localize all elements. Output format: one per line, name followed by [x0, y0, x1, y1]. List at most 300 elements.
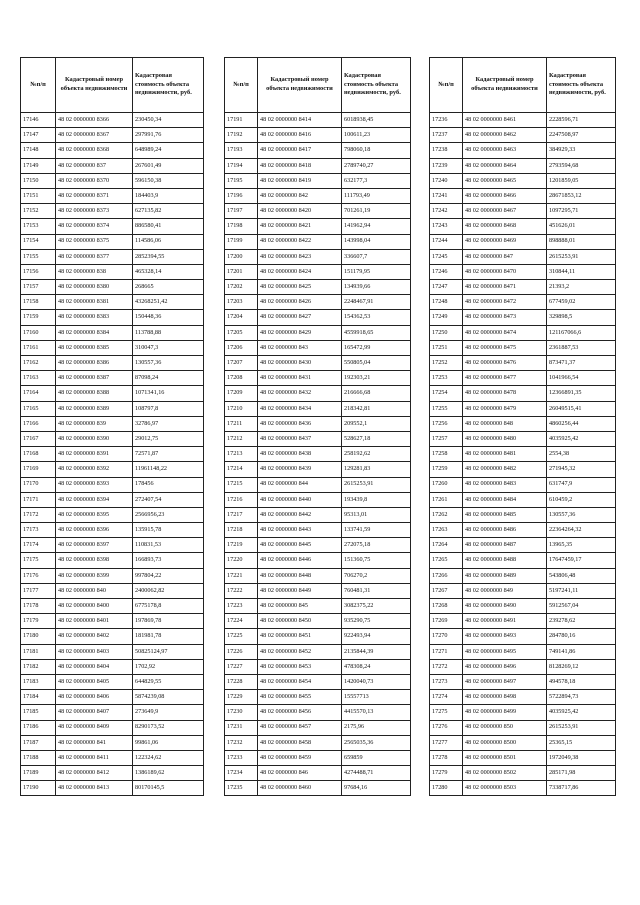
cell-number: 17224 [225, 614, 258, 629]
cell-cadastral-value: 130557,36 [547, 507, 616, 522]
cell-cadastral-number: 48 02 0000000 8438 [258, 447, 342, 462]
cell-cadastral-number: 48 02 0000000 844 [258, 477, 342, 492]
cell-cadastral-value: 336607,7 [342, 249, 411, 264]
cell-cadastral-value: 99861,06 [133, 735, 204, 750]
table-row [430, 188, 616, 203]
cell-cadastral-number: 48 02 0000000 8404 [56, 659, 133, 674]
cell-number: 17198 [225, 219, 258, 234]
cell-number: 17173 [21, 523, 56, 538]
cell-number: 17270 [430, 629, 463, 644]
cell-cadastral-number: 48 02 0000000 8439 [258, 462, 342, 477]
cell-cadastral-number: 48 02 0000000 8367 [56, 128, 133, 143]
cell-number: 17217 [225, 507, 258, 522]
table-row [21, 143, 204, 158]
cell-cadastral-value: 749141,86 [547, 644, 616, 659]
cell-cadastral-value: 4274488,71 [342, 766, 411, 781]
cell-cadastral-value: 1201859,05 [547, 173, 616, 188]
cell-cadastral-number: 48 02 0000000 840 [56, 583, 133, 598]
cell-number: 17227 [225, 659, 258, 674]
cell-cadastral-number: 48 02 0000000 8413 [56, 781, 133, 796]
cell-cadastral-value: 2615253,91 [547, 720, 616, 735]
cell-number: 17262 [430, 507, 463, 522]
cell-number: 17214 [225, 462, 258, 477]
cell-number: 17266 [430, 568, 463, 583]
cell-cadastral-value: 886580,41 [133, 219, 204, 234]
cell-cadastral-number: 48 02 0000000 8436 [258, 416, 342, 431]
cell-number: 17239 [430, 158, 463, 173]
cell-cadastral-value: 15557713 [342, 690, 411, 705]
cell-cadastral-number: 48 02 0000000 8385 [56, 340, 133, 355]
cell-cadastral-number: 48 02 0000000 8398 [56, 553, 133, 568]
cell-cadastral-number: 48 02 0000000 8478 [463, 386, 547, 401]
cell-number: 17260 [430, 477, 463, 492]
cell-cadastral-value: 154362,53 [342, 310, 411, 325]
table-row [430, 750, 616, 765]
cell-cadastral-value: 72571,87 [133, 447, 204, 462]
header-cadastral-number: Кадастровый номер объекта недвижимости [56, 58, 133, 113]
cell-cadastral-number: 48 02 0000000 8425 [258, 280, 342, 295]
table-row [430, 659, 616, 674]
table-row [21, 234, 204, 249]
cell-cadastral-number: 48 02 0000000 8462 [463, 128, 547, 143]
cell-number: 17265 [430, 553, 463, 568]
cell-cadastral-number: 48 02 0000000 845 [258, 599, 342, 614]
cell-cadastral-number: 48 02 0000000 8375 [56, 234, 133, 249]
cell-cadastral-value: 451626,01 [547, 219, 616, 234]
cell-number: 17154 [21, 234, 56, 249]
table-row [21, 629, 204, 644]
table-row [225, 507, 411, 522]
cell-cadastral-number: 48 02 0000000 8503 [463, 781, 547, 796]
table-row [225, 128, 411, 143]
cell-cadastral-value: 17647459,17 [547, 553, 616, 568]
cell-cadastral-number: 48 02 0000000 8431 [258, 371, 342, 386]
cell-cadastral-number: 48 02 0000000 838 [56, 264, 133, 279]
table-row [225, 614, 411, 629]
table-row [21, 295, 204, 310]
table-row [225, 477, 411, 492]
table-row [21, 340, 204, 355]
cell-cadastral-number: 48 02 0000000 8475 [463, 340, 547, 355]
table-row [430, 462, 616, 477]
cell-cadastral-value: 6018938,45 [342, 113, 411, 128]
table-row [225, 705, 411, 720]
cell-cadastral-number: 48 02 0000000 8498 [463, 690, 547, 705]
cell-cadastral-value: 610459,2 [547, 492, 616, 507]
table-row [225, 340, 411, 355]
table-row [225, 750, 411, 765]
cell-number: 17161 [21, 340, 56, 355]
cell-cadastral-value: 230450,34 [133, 113, 204, 128]
cell-number: 17210 [225, 401, 258, 416]
cell-cadastral-value: 478308,24 [342, 659, 411, 674]
table-row [430, 356, 616, 371]
cell-cadastral-value: 272075,18 [342, 538, 411, 553]
cell-number: 17179 [21, 614, 56, 629]
cell-cadastral-number: 48 02 0000000 8418 [258, 158, 342, 173]
cell-number: 17234 [225, 766, 258, 781]
cell-cadastral-value: 285171,98 [547, 766, 616, 781]
cell-cadastral-number: 48 02 0000000 8479 [463, 401, 547, 416]
cell-cadastral-value: 100611,23 [342, 128, 411, 143]
table-row [225, 219, 411, 234]
cell-cadastral-number: 48 02 0000000 8390 [56, 431, 133, 446]
cell-cadastral-value: 677459,02 [547, 295, 616, 310]
cell-number: 17187 [21, 735, 56, 750]
cell-number: 17271 [430, 644, 463, 659]
cell-cadastral-value: 465328,14 [133, 264, 204, 279]
cell-cadastral-value: 32786,97 [133, 416, 204, 431]
cell-cadastral-value: 596150,38 [133, 173, 204, 188]
cell-number: 17205 [225, 325, 258, 340]
cell-cadastral-value: 8290173,52 [133, 720, 204, 735]
cell-cadastral-value: 4415570,13 [342, 705, 411, 720]
cell-cadastral-number: 48 02 0000000 8401 [56, 614, 133, 629]
table-row [225, 401, 411, 416]
cell-cadastral-number: 48 02 0000000 8488 [463, 553, 547, 568]
table-row [225, 431, 411, 446]
cell-number: 17162 [21, 356, 56, 371]
cell-number: 17194 [225, 158, 258, 173]
cell-number: 17229 [225, 690, 258, 705]
cell-number: 17148 [21, 143, 56, 158]
cell-number: 17253 [430, 371, 463, 386]
cell-cadastral-number: 48 02 0000000 8481 [463, 447, 547, 462]
cell-cadastral-value: 141962,94 [342, 219, 411, 234]
cell-number: 17167 [21, 431, 56, 446]
header-cadastral-value: Кадастровая стоимость объекта недвижимости, руб. [342, 58, 411, 113]
cell-number: 17151 [21, 188, 56, 203]
header-cadastral-value: Кадастровая стоимость объекта недвижимости, руб. [547, 58, 616, 113]
table-row [21, 462, 204, 477]
cell-number: 17235 [225, 781, 258, 796]
cell-cadastral-number: 48 02 0000000 8493 [463, 629, 547, 644]
cell-cadastral-number: 48 02 0000000 8501 [463, 750, 547, 765]
cell-cadastral-number: 48 02 0000000 8442 [258, 507, 342, 522]
cell-number: 17195 [225, 173, 258, 188]
cell-cadastral-number: 48 02 0000000 8370 [56, 173, 133, 188]
cell-number: 17163 [21, 371, 56, 386]
cell-cadastral-number: 48 02 0000000 8450 [258, 614, 342, 629]
cell-cadastral-value: 1041966,54 [547, 371, 616, 386]
table-row [21, 264, 204, 279]
table-row [21, 720, 204, 735]
cell-cadastral-value: 87098,24 [133, 371, 204, 386]
cell-cadastral-number: 48 02 0000000 8487 [463, 538, 547, 553]
cell-cadastral-value: 7338717,86 [547, 781, 616, 796]
cell-number: 17241 [430, 188, 463, 203]
cell-number: 17250 [430, 325, 463, 340]
cell-cadastral-value: 130557,36 [133, 356, 204, 371]
table-row [21, 416, 204, 431]
table-row [225, 310, 411, 325]
cell-number: 17279 [430, 766, 463, 781]
cell-cadastral-number: 48 02 0000000 8380 [56, 280, 133, 295]
table-row [21, 173, 204, 188]
cell-cadastral-value: 4559918,65 [342, 325, 411, 340]
cell-cadastral-value: 631747,9 [547, 477, 616, 492]
cell-cadastral-number: 48 02 0000000 8467 [463, 204, 547, 219]
cell-cadastral-number: 48 02 0000000 8396 [56, 523, 133, 538]
cell-cadastral-number: 48 02 0000000 8402 [56, 629, 133, 644]
cell-number: 17231 [225, 720, 258, 735]
cell-cadastral-number: 48 02 0000000 8502 [463, 766, 547, 781]
cell-cadastral-value: 659859 [342, 750, 411, 765]
cell-cadastral-value: 151360,75 [342, 553, 411, 568]
cell-cadastral-value: 935290,75 [342, 614, 411, 629]
table-row [225, 690, 411, 705]
cell-cadastral-value: 706270,2 [342, 568, 411, 583]
cell-cadastral-value: 216666,68 [342, 386, 411, 401]
cell-cadastral-number: 48 02 0000000 8469 [463, 234, 547, 249]
cell-cadastral-number: 48 02 0000000 8386 [56, 356, 133, 371]
cell-number: 17254 [430, 386, 463, 401]
table-row [430, 507, 616, 522]
table-row [21, 659, 204, 674]
table-row [430, 735, 616, 750]
cell-number: 17212 [225, 431, 258, 446]
cell-number: 17238 [430, 143, 463, 158]
cell-number: 17232 [225, 735, 258, 750]
table-row [225, 583, 411, 598]
cell-number: 17181 [21, 644, 56, 659]
cell-cadastral-value: 151179,95 [342, 264, 411, 279]
cell-cadastral-value: 644829,55 [133, 674, 204, 689]
cell-number: 17152 [21, 204, 56, 219]
cell-cadastral-value: 166893,73 [133, 553, 204, 568]
cell-number: 17185 [21, 705, 56, 720]
cell-number: 17256 [430, 416, 463, 431]
cell-number: 17180 [21, 629, 56, 644]
cell-number: 17160 [21, 325, 56, 340]
cell-cadastral-number: 48 02 0000000 8417 [258, 143, 342, 158]
cell-number: 17226 [225, 644, 258, 659]
cell-cadastral-number: 48 02 0000000 8451 [258, 629, 342, 644]
cell-number: 17218 [225, 523, 258, 538]
table-row [430, 386, 616, 401]
cell-cadastral-number: 48 02 0000000 849 [463, 583, 547, 598]
cell-cadastral-value: 5722894,73 [547, 690, 616, 705]
cell-number: 17213 [225, 447, 258, 462]
table-row [430, 690, 616, 705]
cell-number: 17208 [225, 371, 258, 386]
table-row [225, 356, 411, 371]
table-row [430, 644, 616, 659]
cell-number: 17182 [21, 659, 56, 674]
cell-cadastral-number: 48 02 0000000 8427 [258, 310, 342, 325]
cell-cadastral-value: 2565035,36 [342, 735, 411, 750]
cell-cadastral-number: 48 02 0000000 8383 [56, 310, 133, 325]
cell-number: 17202 [225, 280, 258, 295]
cell-cadastral-number: 48 02 0000000 8414 [258, 113, 342, 128]
cell-cadastral-number: 48 02 0000000 8466 [463, 188, 547, 203]
cell-number: 17190 [21, 781, 56, 796]
table-row [430, 173, 616, 188]
cell-cadastral-value: 1386189,62 [133, 766, 204, 781]
cell-number: 17280 [430, 781, 463, 796]
cell-cadastral-value: 494578,18 [547, 674, 616, 689]
table-row [21, 310, 204, 325]
cell-cadastral-value: 284780,16 [547, 629, 616, 644]
cell-number: 17188 [21, 750, 56, 765]
cell-cadastral-value: 97684,16 [342, 781, 411, 796]
cell-cadastral-number: 48 02 0000000 8366 [56, 113, 133, 128]
cell-cadastral-number: 48 02 0000000 8392 [56, 462, 133, 477]
cell-cadastral-value: 2247508,97 [547, 128, 616, 143]
cell-number: 17255 [430, 401, 463, 416]
cell-cadastral-value: 648989,24 [133, 143, 204, 158]
table-row [21, 371, 204, 386]
cadastral-table-1 [20, 57, 204, 796]
cell-number: 17199 [225, 234, 258, 249]
cell-cadastral-value: 2793594,68 [547, 158, 616, 173]
table-row [430, 720, 616, 735]
header-number: №п/п [225, 58, 258, 113]
table-row [21, 401, 204, 416]
cell-cadastral-value: 95313,01 [342, 507, 411, 522]
cell-number: 17189 [21, 766, 56, 781]
cell-cadastral-number: 48 02 0000000 8388 [56, 386, 133, 401]
cell-cadastral-number: 48 02 0000000 8464 [463, 158, 547, 173]
cell-cadastral-number: 48 02 0000000 8412 [56, 766, 133, 781]
table-row [430, 523, 616, 538]
cell-cadastral-number: 48 02 0000000 8496 [463, 659, 547, 674]
table-row [225, 447, 411, 462]
cell-cadastral-value: 5874239,08 [133, 690, 204, 705]
cell-number: 17159 [21, 310, 56, 325]
cell-cadastral-value: 197869,78 [133, 614, 204, 629]
cell-cadastral-number: 48 02 0000000 8403 [56, 644, 133, 659]
cell-cadastral-number: 48 02 0000000 8460 [258, 781, 342, 796]
cell-cadastral-value: 1097295,71 [547, 204, 616, 219]
cell-cadastral-value: 268665 [133, 280, 204, 295]
cell-cadastral-number: 48 02 0000000 8470 [463, 264, 547, 279]
cell-cadastral-number: 48 02 0000000 8480 [463, 431, 547, 446]
cell-cadastral-number: 48 02 0000000 8381 [56, 295, 133, 310]
cell-cadastral-value: 2615253,91 [342, 477, 411, 492]
cell-cadastral-number: 48 02 0000000 8432 [258, 386, 342, 401]
table-row [225, 264, 411, 279]
cell-number: 17249 [430, 310, 463, 325]
table-row [21, 113, 204, 128]
cell-cadastral-value: 271945,32 [547, 462, 616, 477]
cell-cadastral-value: 1702,92 [133, 659, 204, 674]
cell-cadastral-number: 48 02 0000000 8468 [463, 219, 547, 234]
cell-cadastral-value: 297991,76 [133, 128, 204, 143]
cell-cadastral-value: 760481,31 [342, 583, 411, 598]
cell-number: 17257 [430, 431, 463, 446]
cell-number: 17251 [430, 340, 463, 355]
cell-number: 17259 [430, 462, 463, 477]
cell-cadastral-value: 627135,82 [133, 204, 204, 219]
table-row [225, 538, 411, 553]
cell-cadastral-value: 150448,36 [133, 310, 204, 325]
cell-cadastral-number: 48 02 0000000 8472 [463, 295, 547, 310]
table-row [225, 113, 411, 128]
cell-cadastral-number: 48 02 0000000 8397 [56, 538, 133, 553]
cell-number: 17147 [21, 128, 56, 143]
cell-cadastral-value: 1071341,16 [133, 386, 204, 401]
cell-number: 17165 [21, 401, 56, 416]
table-row [21, 158, 204, 173]
cell-cadastral-number: 48 02 0000000 8400 [56, 599, 133, 614]
cell-number: 17197 [225, 204, 258, 219]
cell-number: 17186 [21, 720, 56, 735]
cell-number: 17228 [225, 674, 258, 689]
cell-cadastral-number: 48 02 0000000 850 [463, 720, 547, 735]
table-row [21, 674, 204, 689]
cell-cadastral-value: 218342,81 [342, 401, 411, 416]
cell-number: 17268 [430, 599, 463, 614]
table-row [21, 614, 204, 629]
cell-number: 17207 [225, 356, 258, 371]
cell-number: 17164 [21, 386, 56, 401]
table-row [430, 431, 616, 446]
cell-cadastral-value: 26049515,41 [547, 401, 616, 416]
cell-number: 17183 [21, 674, 56, 689]
table-row [21, 523, 204, 538]
cell-number: 17176 [21, 568, 56, 583]
header-number: №п/п [430, 58, 463, 113]
cell-number: 17169 [21, 462, 56, 477]
table-row [225, 629, 411, 644]
cell-cadastral-value: 258192,62 [342, 447, 411, 462]
cell-cadastral-value: 310844,11 [547, 264, 616, 279]
cell-number: 17236 [430, 113, 463, 128]
table-row [21, 644, 204, 659]
table-row [430, 249, 616, 264]
cell-number: 17225 [225, 629, 258, 644]
cell-cadastral-number: 48 02 0000000 8489 [463, 568, 547, 583]
cell-number: 17196 [225, 188, 258, 203]
cell-number: 17222 [225, 583, 258, 598]
cell-cadastral-number: 48 02 0000000 8495 [463, 644, 547, 659]
table-row [430, 766, 616, 781]
table-row [225, 325, 411, 340]
cell-cadastral-number: 48 02 0000000 8497 [463, 674, 547, 689]
table-row [225, 462, 411, 477]
cell-cadastral-value: 108797,8 [133, 401, 204, 416]
table-row [225, 188, 411, 203]
cell-number: 17274 [430, 690, 463, 705]
cell-cadastral-value: 181981,78 [133, 629, 204, 644]
cell-cadastral-value: 143998,04 [342, 234, 411, 249]
cell-number: 17264 [430, 538, 463, 553]
cell-number: 17276 [430, 720, 463, 735]
cell-number: 17172 [21, 507, 56, 522]
table-row [225, 553, 411, 568]
cell-number: 17168 [21, 447, 56, 462]
cell-cadastral-value: 3082375,22 [342, 599, 411, 614]
cell-cadastral-value: 22364264,32 [547, 523, 616, 538]
table-row [225, 249, 411, 264]
cell-cadastral-value: 114586,06 [133, 234, 204, 249]
cell-cadastral-number: 48 02 0000000 8406 [56, 690, 133, 705]
table-row [430, 219, 616, 234]
cell-number: 17150 [21, 173, 56, 188]
cell-cadastral-value: 2615253,91 [547, 249, 616, 264]
cell-number: 17146 [21, 113, 56, 128]
cell-cadastral-value: 2361887,53 [547, 340, 616, 355]
table-row [430, 371, 616, 386]
table-row [21, 735, 204, 750]
cell-number: 17191 [225, 113, 258, 128]
cell-cadastral-value: 13965,35 [547, 538, 616, 553]
cell-cadastral-number: 48 02 0000000 8389 [56, 401, 133, 416]
table-row [430, 674, 616, 689]
cell-cadastral-number: 48 02 0000000 8407 [56, 705, 133, 720]
cell-number: 17166 [21, 416, 56, 431]
